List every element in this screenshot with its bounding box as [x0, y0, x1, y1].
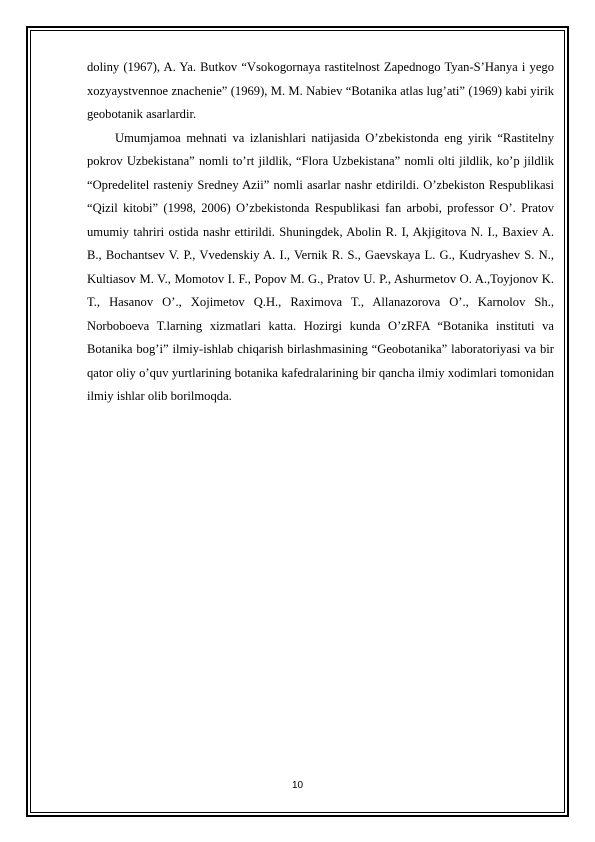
page-number: 10: [291, 780, 304, 791]
paragraph-continuation: doliny (1967), A. Ya. Butkov “Vsokogornaya rastitelnost Zapednogo Tyan-S’Hanya i yego xozyaystvennoe znachenie” (1969), M. M. Nabiev “Botanika atlas lug’ati” (1969) kabi yirik geobotanik asarlardir.: [87, 60, 554, 121]
paragraph-main: Umumjamoa mehnati va izlanishlari natijasida O’zbekistonda eng yirik “Rastitelny pokrov Uzbekistana” nomli to’rt jildlik, “Flora Uzbekistana” nomli olti jildlik, ko’p jildlik “Opredelitel rasteniy Sredney Azii” nomli asarlar nashr etdirildi. O’zbekiston Respublikasi “Qizil kitobi” (1998, 2006) O’zbekistonda Respublikasi fan arbobi, professor O’. Pratov umumiy tahriri ostida nashr ettirildi. Shuningdek, Abolin R. I, Akjigitova N. I., Baxiev A. B., Bochantsev V. P., Vvedenskiy A. I., Vernik R. S., Gaevskaya L. G., Kudryashev S. N., Kultiasov M. V., Momotov I. F., Popov M. G., Pratov U. P., Ashurmetov O. A.,Toyjonov K. T., Hasanov O’., Xojimetov Q.H., Raximova T., Allanazorova O’., Karnolov Sh., Norboboeva T.larning xizmatlari katta. Hozirgi kunda O’zRFA “Botanika instituti va Botanika bog’i” ilmiy-ishlab chiqarish birlashmasining “Geobotanika” laboratoriyasi va bir qator oliy o’quv yurtlarining botanika kafedralarining bir qancha ilmiy xodimlari tomonidan ilmiy ishlar olib borilmoqda.: [87, 130, 554, 403]
body-text: [87, 56, 554, 409]
